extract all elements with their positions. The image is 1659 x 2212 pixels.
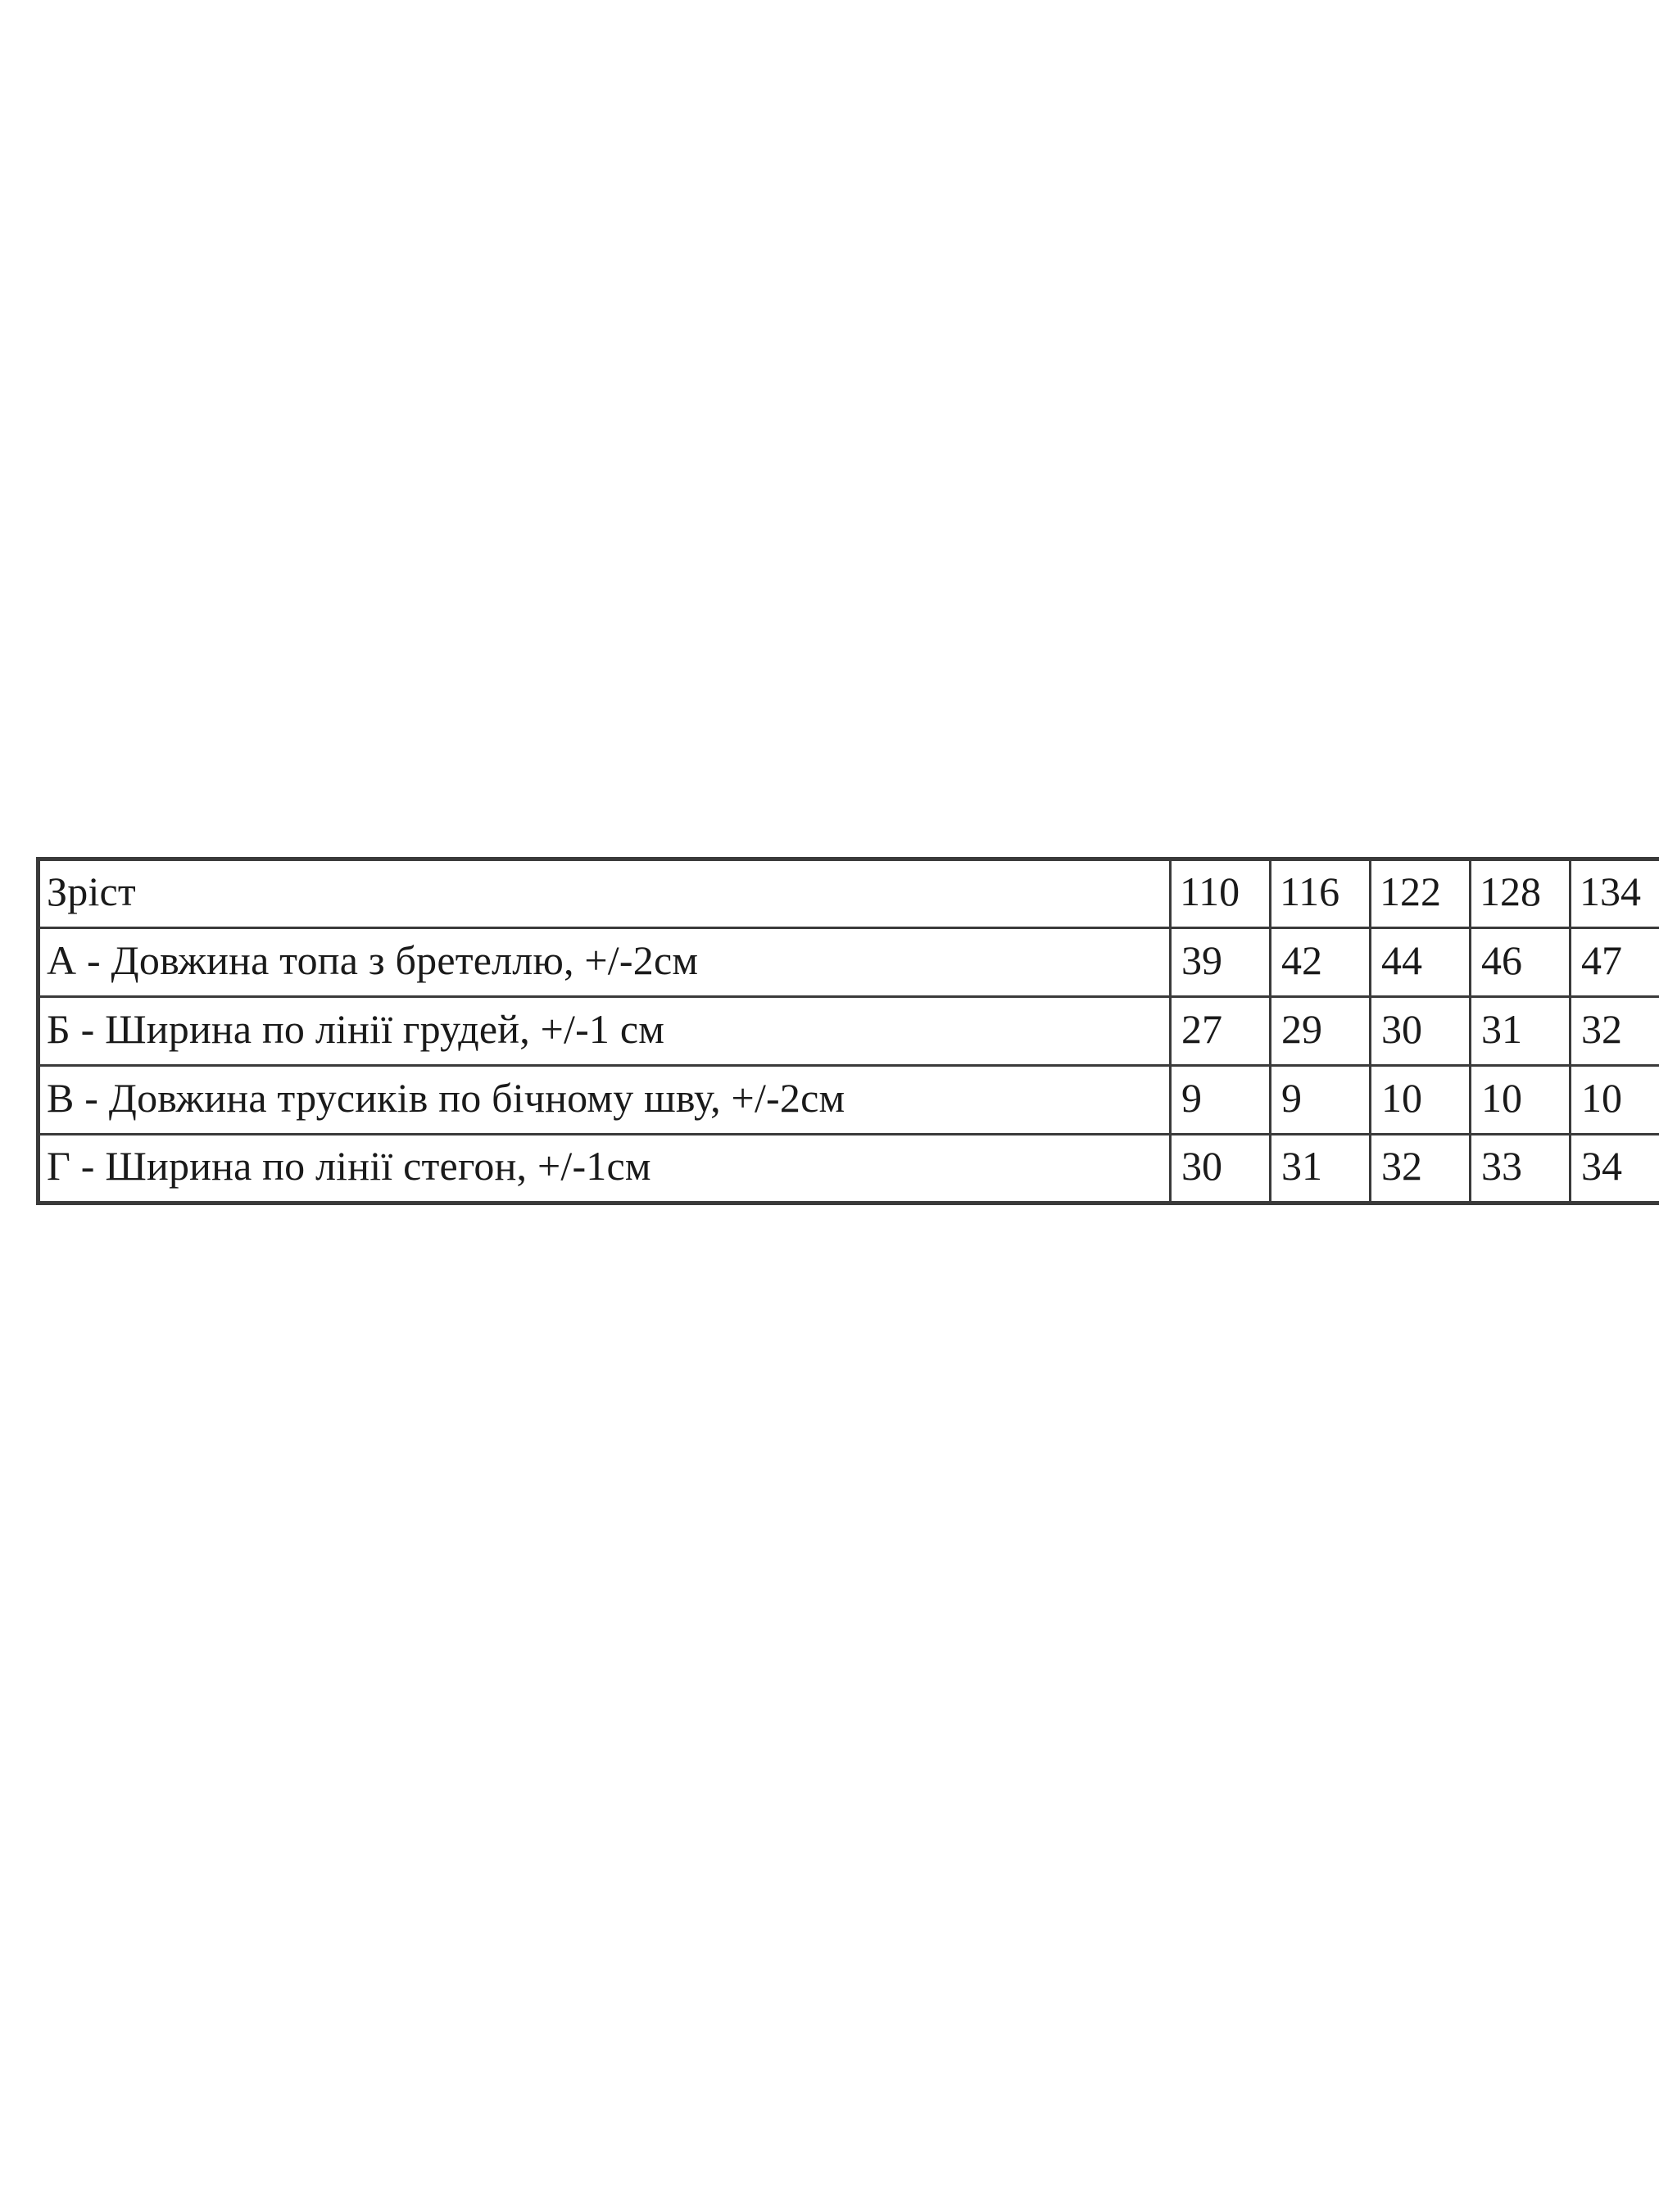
size-chart-table — [36, 857, 1659, 1205]
row-v-value-116: 9 — [1271, 1066, 1371, 1135]
row-label-b: Б - Ширина по лінії грудей, +/-1 см — [39, 997, 1171, 1066]
table-header-label: Зріст — [39, 859, 1171, 928]
row-label-v: В - Довжина трусиків по бічному шву, +/-2см — [39, 1066, 1171, 1135]
row-v-value-110: 9 — [1171, 1066, 1271, 1135]
row-a-value-128: 46 — [1471, 928, 1571, 997]
row-a-value-122: 44 — [1371, 928, 1471, 997]
table-header-size-110: 110 — [1171, 859, 1271, 928]
row-a-value-110: 39 — [1171, 928, 1271, 997]
table-row — [39, 1135, 1659, 1203]
table-row — [39, 928, 1659, 997]
row-g-value-116: 31 — [1271, 1135, 1371, 1203]
row-label-a: А - Довжина топа з бретеллю, +/-2см — [39, 928, 1171, 997]
row-a-value-116: 42 — [1271, 928, 1371, 997]
row-a-value-134: 47 — [1571, 928, 1659, 997]
row-v-value-122: 10 — [1371, 1066, 1471, 1135]
row-v-value-128: 10 — [1471, 1066, 1571, 1135]
row-g-value-134: 34 — [1571, 1135, 1659, 1203]
row-b-value-110: 27 — [1171, 997, 1271, 1066]
row-g-value-122: 32 — [1371, 1135, 1471, 1203]
row-b-value-122: 30 — [1371, 997, 1471, 1066]
table-header-row — [39, 859, 1659, 928]
table-row — [39, 997, 1659, 1066]
row-g-value-110: 30 — [1171, 1135, 1271, 1203]
row-b-value-116: 29 — [1271, 997, 1371, 1066]
table-header-size-134: 134 — [1571, 859, 1659, 928]
row-b-value-134: 32 — [1571, 997, 1659, 1066]
row-label-g: Г - Ширина по лінії стегон, +/-1см — [39, 1135, 1171, 1203]
table-row — [39, 1066, 1659, 1135]
size-chart-container — [36, 857, 1659, 1205]
table-header-size-128: 128 — [1471, 859, 1571, 928]
row-g-value-128: 33 — [1471, 1135, 1571, 1203]
table-header-size-116: 116 — [1271, 859, 1371, 928]
row-b-value-128: 31 — [1471, 997, 1571, 1066]
table-header-size-122: 122 — [1371, 859, 1471, 928]
row-v-value-134: 10 — [1571, 1066, 1659, 1135]
